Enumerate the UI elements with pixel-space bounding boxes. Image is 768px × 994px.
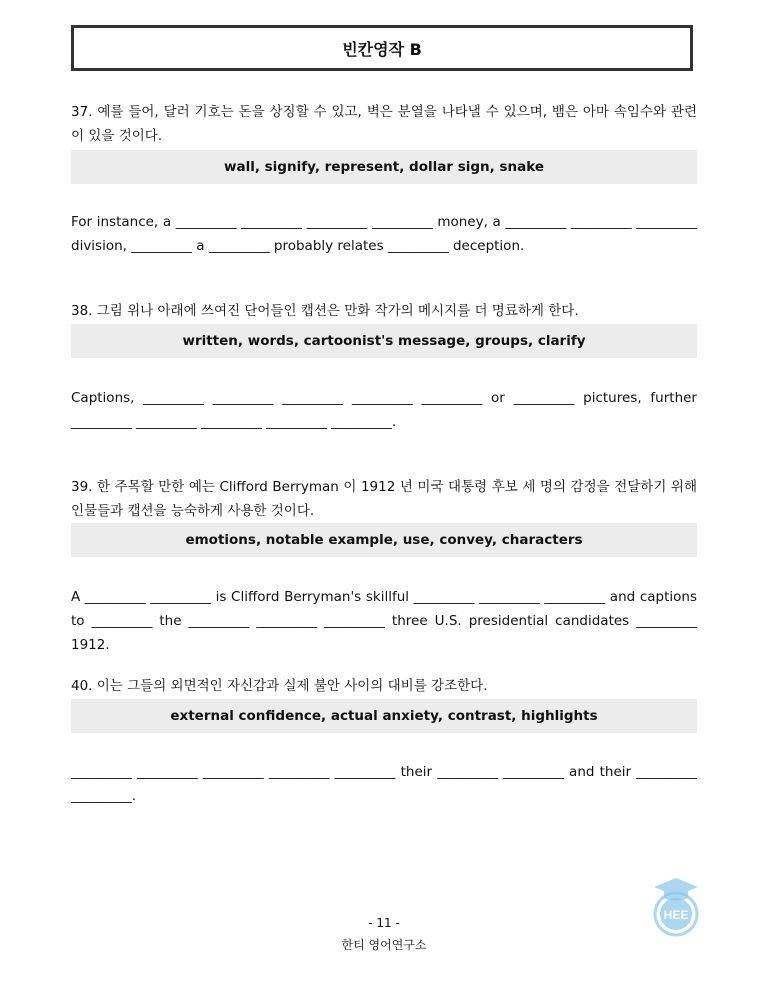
- answer-line-40: _________ _________ _________ _________ _________ their _________ _________ and their _________ _________.: [71, 764, 702, 804]
- answer-line-39: A _________ _________ is Clifford Berryman's skillful _________ _________ _________ and captions to _________ the _________ _________ _________ three U.S. presidential candidates _________ 1912.: [71, 589, 702, 653]
- question-prompt-38: 38. 그림 위나 아래에 쓰여진 단어들인 캡션은 만화 작가의 메시지를 더 명료하게 한다.: [71, 303, 579, 319]
- word-bank-39: [71, 523, 697, 557]
- publisher-name: 한티 영어연구소: [341, 938, 427, 952]
- answer-line-37: For instance, a _________ _________ _________ _________ money, a _________ _________ _________ division, _________ a _________ probably relates _________ deception.: [71, 214, 702, 254]
- word-bank-40: [71, 699, 697, 733]
- question-prompt-40: 40. 이는 그들의 외면적인 자신감과 실제 불안 사이의 대비를 강조한다.: [71, 678, 488, 694]
- word-bank-38: [71, 324, 697, 358]
- page-title: 빈칸영작 B: [342, 39, 422, 59]
- page-title-box: [71, 25, 693, 71]
- page-number: - 11 -: [368, 916, 400, 930]
- question-prompt-37: 37. 예를 들어, 달러 기호는 돈을 상징할 수 있고, 벽은 분열을 나타낼 수 있으며, 뱀은 아마 속임수와 관련이 있을 것이다.: [71, 104, 697, 144]
- answer-line-38: Captions, _________ _________ _________ _________ _________ or _________ pictures, further _________ _________ _________ _________ _________.: [71, 390, 702, 430]
- hee-logo: [650, 876, 702, 938]
- question-prompt-39: 39. 한 주목할 만한 예는 Clifford Berryman 이 1912 년 미국 대통령 후보 세 명의 감정을 전달하기 위해 인물들과 캡션을 능숙하게 사용한 것이다.: [71, 479, 697, 519]
- word-bank-text: emotions, notable example, use, convey, characters: [185, 532, 583, 548]
- word-bank-text: external confidence, actual anxiety, contrast, highlights: [170, 708, 598, 724]
- word-bank-text: written, words, cartoonist's message, groups, clarify: [182, 333, 586, 349]
- graduation-cap-icon: [654, 878, 698, 901]
- word-bank-text: wall, signify, represent, dollar sign, snake: [223, 159, 544, 175]
- word-bank-37: [71, 150, 697, 184]
- logo-text: HEE: [663, 908, 689, 922]
